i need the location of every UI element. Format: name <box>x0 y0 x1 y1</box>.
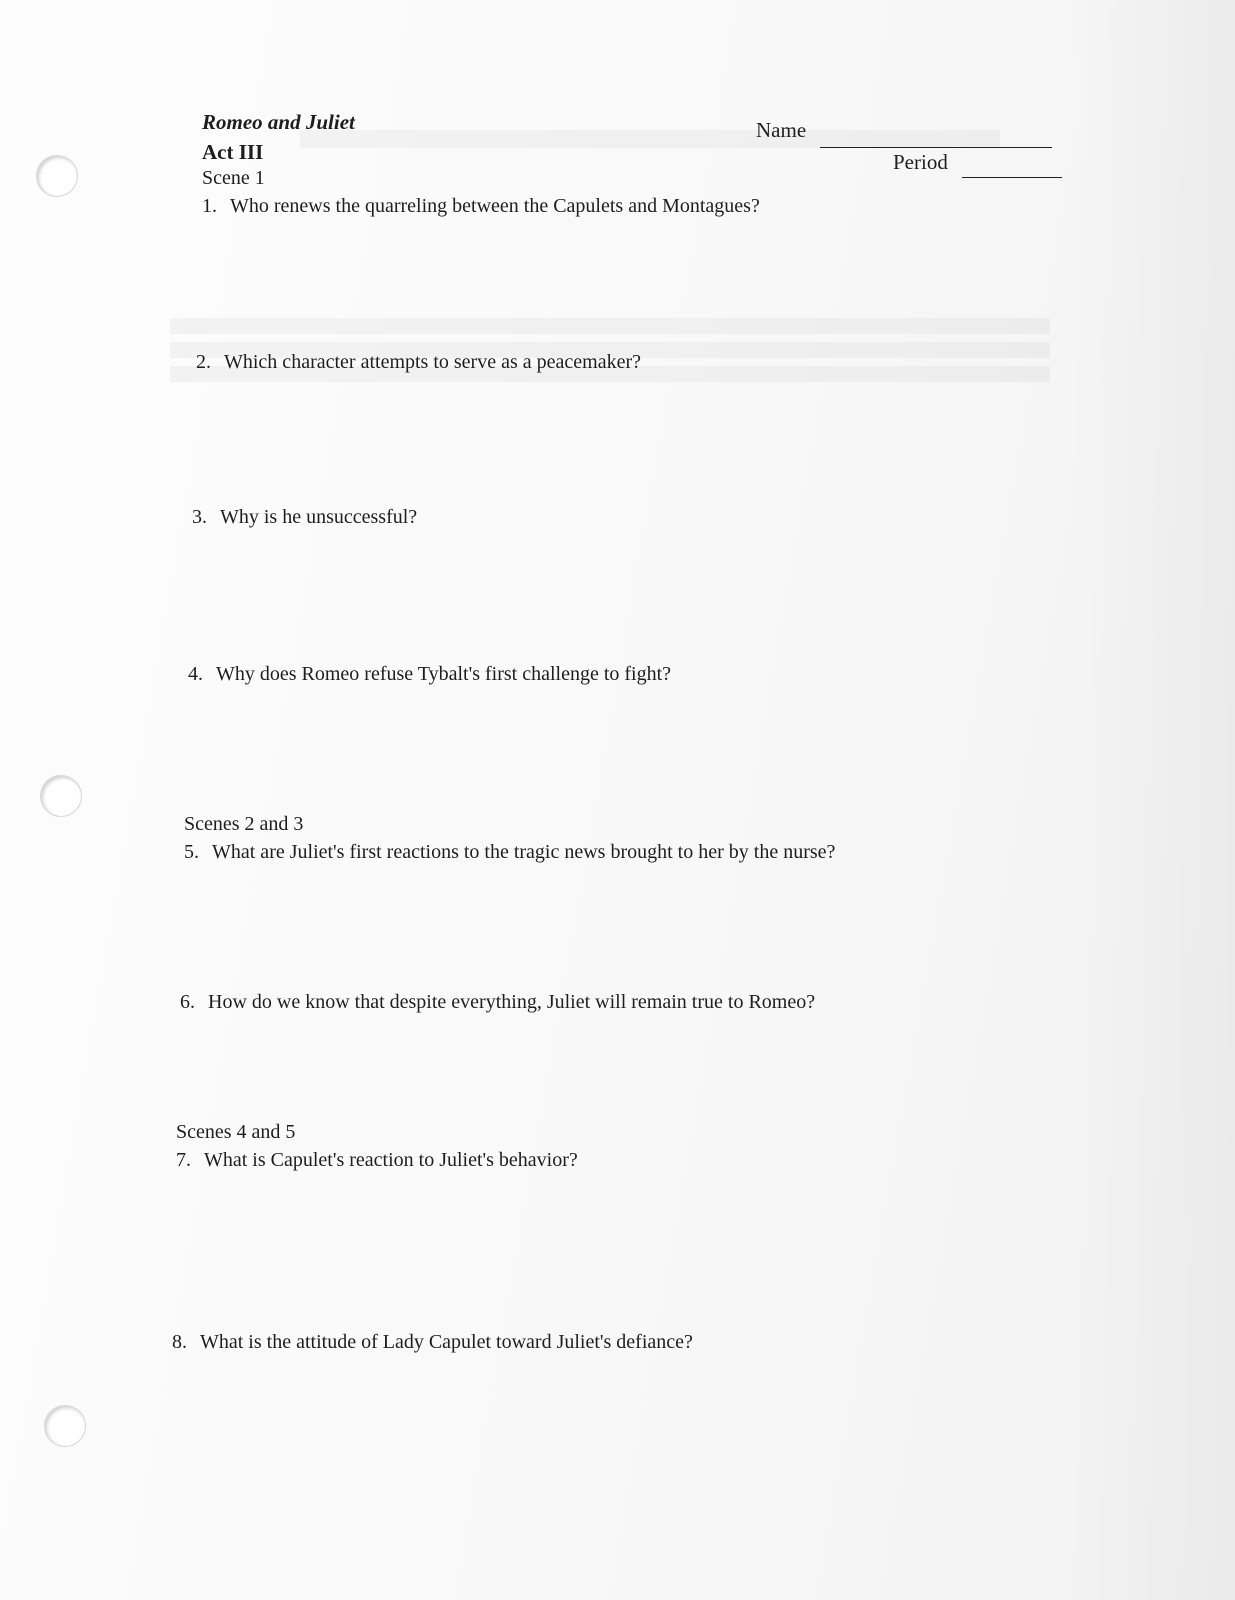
question-6 <box>180 990 815 1014</box>
question-7 <box>176 1148 578 1172</box>
question-number: 1. <box>202 195 217 217</box>
name-field-line[interactable] <box>820 147 1052 148</box>
period-label: Period <box>893 150 948 174</box>
scene-1-heading: Scene 1 <box>202 167 265 189</box>
question-number: 6. <box>180 991 195 1013</box>
question-8 <box>172 1330 693 1354</box>
question-number: 3. <box>192 506 207 528</box>
question-number: 4. <box>188 663 203 685</box>
scenes-4-5-heading: Scenes 4 and 5 <box>176 1121 296 1143</box>
binder-hole-bottom <box>44 1405 86 1447</box>
question-text: What is Capulet's reaction to Juliet's behavior? <box>204 1149 578 1171</box>
scenes-2-3-heading: Scenes 2 and 3 <box>184 813 304 835</box>
question-2 <box>196 350 641 374</box>
period-field-line[interactable] <box>962 177 1062 178</box>
question-text: Who renews the quarreling between the Capulets and Montagues? <box>230 195 760 217</box>
question-1 <box>202 194 760 218</box>
question-3 <box>192 505 417 529</box>
name-label: Name <box>756 118 807 142</box>
page-shading <box>1075 0 1235 1600</box>
act-heading: Act III <box>202 140 264 164</box>
question-text: What is the attitude of Lady Capulet toward Juliet's defiance? <box>200 1331 693 1353</box>
question-text: Why does Romeo refuse Tybalt's first challenge to fight? <box>216 663 672 685</box>
question-text: Which character attempts to serve as a peacemaker? <box>224 351 641 373</box>
worksheet-title: Romeo and Juliet <box>202 110 355 134</box>
question-number: 2. <box>196 351 211 373</box>
question-5 <box>184 840 835 864</box>
question-number: 5. <box>184 841 199 863</box>
binder-hole-top <box>36 155 78 197</box>
question-text: What are Juliet's first reactions to the tragic news brought to her by the nurse? <box>212 841 836 863</box>
question-text: How do we know that despite everything, Juliet will remain true to Romeo? <box>208 991 816 1013</box>
question-text: Why is he unsuccessful? <box>220 506 418 528</box>
binder-hole-middle <box>40 775 82 817</box>
question-number: 8. <box>172 1331 187 1353</box>
question-4 <box>188 662 671 686</box>
question-number: 7. <box>176 1149 191 1171</box>
bleed-through-shadow <box>170 318 1050 334</box>
bleed-through-shadow <box>300 130 1000 148</box>
